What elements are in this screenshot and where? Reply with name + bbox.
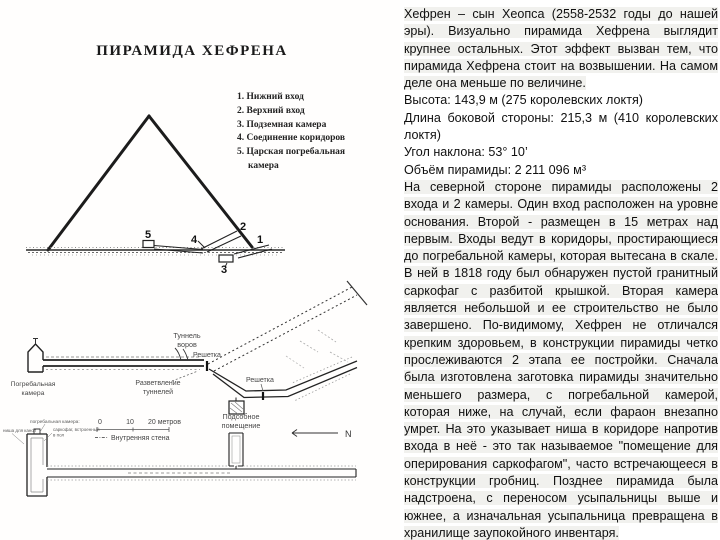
scale-tick-20: 20 метров [148, 419, 181, 426]
tiny-annotation: ниша для каноп [3, 428, 37, 433]
tiny-annotation: саркофаг, встроенный [53, 427, 100, 432]
inner-wall-label: Внутренняя стена [111, 435, 170, 442]
intro-paragraph: Хефрен – сын Хеопса (2558-2532 годы до нашей эры). Визуально пирамида Хефрена выглядит крупнее остальных. Этот эффект вызван тем, что пирамида Хефрена стоит на возвышении. На самом деле она меньше по величине. [404, 7, 718, 91]
legend-item: 4. Соединение коридоров [237, 133, 346, 144]
subsidiary-room-label: помещение [221, 421, 261, 430]
diagram-title: ПИРАМИДА ХЕФРЕНА [96, 43, 288, 59]
tunnel-branching-label: Разветвление [135, 380, 181, 387]
scale-tick-0: 0 [98, 419, 102, 426]
scale-tick-10: 10 [126, 419, 134, 426]
subsidiary-room-plan-shape [232, 436, 240, 463]
section-number-1: 1 [256, 234, 264, 246]
fact-height: Высота: 143,9 м (275 королевских локтя) [404, 93, 643, 108]
fact-side-length: Длина боковой стороны: 215,3 м (410 королевских локтя) [404, 110, 718, 143]
subsidiary-room-label: Подсобное [222, 412, 260, 421]
royal-chamber-shape [143, 241, 154, 248]
substructure-plan [3, 419, 356, 496]
fact-volume: Объём пирамиды: 2 211 096 м³ [404, 162, 587, 177]
burial-chamber-label: камера [21, 390, 45, 397]
legend-item: 2. Верхний вход [237, 105, 305, 116]
legend-item: 3. Подземная камера [237, 119, 327, 130]
substructure-section [11, 281, 367, 430]
tiny-annotation: в пол [53, 432, 65, 438]
section-number-5: 5 [144, 229, 152, 241]
thieves-tunnel-label: Туннель [173, 331, 201, 340]
section-number-3: 3 [220, 264, 228, 276]
thieves-tunnel-label: воров [177, 340, 197, 349]
article-text [404, 6, 718, 540]
portcullis-label-lower: Решетка [246, 377, 274, 384]
legend-item: 1. Нижний вход [237, 92, 304, 102]
fact-angle: Угол наклона: 53° 10’ [404, 145, 528, 160]
tunnel-branching-label: туннелей [142, 389, 174, 396]
legend-item: 5. Царская погребальная камера [237, 147, 346, 171]
pyramid-cross-section [26, 116, 285, 276]
north-arrow-label: N [345, 429, 352, 439]
body-paragraph: На северной стороне пирамиды расположены 2 входа и 2 камеры. Один вход расположен на уровне основания. Второй - размещен в 15 метрах над первым. Входы ведут в коридоры, простирающиеся до погребальной камеры, которая вытесана в скале. В ней в 1818 году был обнаружен пустой гранитный саркофаг с разбитой крышкой. Вторая камера является небольшой и ее строительство не было завершено. По-видимому, Хефрен не отличался крепким здоровьем, в конструкции пирамиды четко прослеживаются 2 этапа ее постройки. Сначала была изготовлена заготовка пирамиды значительно меньшего размера, с погребальной камерой, которая ниже, на случай, если фараон внезапно умрет. На это указывает ниша в коридоре напротив входа в неё - это так называемое "помещение для оперирования саркофагом", часто встречающееся в конструкции гробниц. Позднее пирамида была надстроена, с переносом усыпальницы выше и южнее, а изначальная усыпальница превращена в хранилище заупокойного инвентаря. [404, 179, 718, 540]
portcullis-label-upper: Решетка [193, 352, 221, 359]
burial-chamber-label: Погребальная [10, 381, 56, 388]
section-number-2: 2 [239, 221, 247, 233]
underground-chamber-shape [219, 255, 233, 262]
section-number-4: 4 [190, 234, 198, 246]
tiny-annotation: погребальная камера: [30, 420, 80, 425]
